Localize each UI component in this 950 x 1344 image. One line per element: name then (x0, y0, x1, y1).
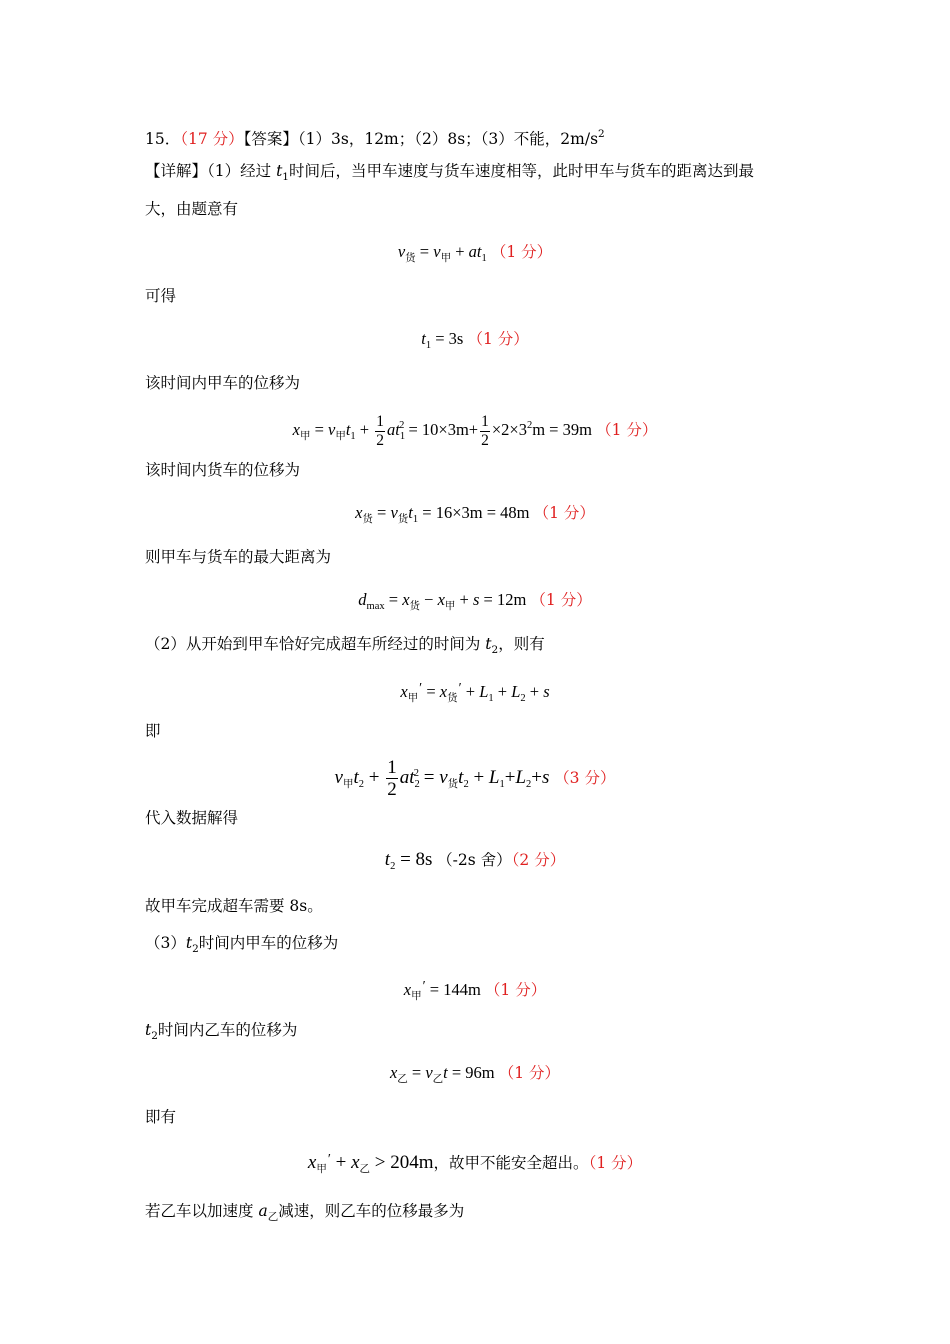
part2-text-b: ，则有 (498, 635, 545, 653)
equation-score: （1 分） (484, 981, 547, 999)
equation-huo-displacement: $x_货 = v_货t_1 = 16\times 3m = 48m$ （1 分） (355, 503, 595, 525)
part3-var: t (185, 934, 193, 952)
equation-score: （1 分） (530, 591, 592, 609)
equation-t1: $t_1 = 3s$ （1 分） (421, 329, 529, 351)
equation-score: （1 分） (588, 1154, 643, 1172)
equation-jia-displacement-2: $x_甲' = 144m$ （1 分） (403, 979, 547, 1002)
equation-score: （1 分） (596, 421, 658, 439)
equation-max-distance: $d_{max} = x_货 - x_甲 + s = 12m$ （1 分） (358, 590, 592, 612)
part2-var-sub: 2 (491, 644, 499, 656)
equation-numeric2: ×2×3 (491, 420, 527, 439)
last-text-b: 减速，则乙车的位移最多为 (278, 1202, 465, 1220)
equation-t1-rhs: = 3s (435, 329, 464, 348)
equation-score: （1 分） (467, 330, 529, 348)
equation-numeric: = 10×3m+ (408, 420, 479, 439)
equation-inequality: $x_甲' + x_乙 > 204m$，故甲不能安全超出。（1 分） (307, 1152, 643, 1175)
detail-var: t (276, 162, 283, 180)
answer-superscript: 2 (598, 128, 605, 140)
equation-score: （3 分） (554, 769, 616, 787)
yi-var: t (145, 1021, 152, 1039)
equation-t2: $t_2 = 8s$ （-2s 舍）（2 分） (384, 849, 566, 872)
equation-jia-displacement: $x_甲 = v_甲t_1$ + $\frac{1}{2}$ $at_1^2 = 10\times 3m+$ $\frac{1}{2}$ $\times 2\times 3^2m = 39m$ （1 分） (292, 413, 658, 449)
equation-overtake-condition: $x_甲' = x_货' + L_1 + L_2 + s$ (400, 681, 550, 704)
last-text-a: 若乙车以加速度 (145, 1202, 259, 1220)
equation-score: （1 分） (533, 504, 595, 522)
part3-var-sub: 2 (192, 943, 199, 955)
question-header (145, 122, 605, 151)
equation-note: （-2s 舍） (437, 851, 512, 869)
yi-var-sub: 2 (151, 1030, 158, 1042)
detail-label: 【详解】 (145, 162, 208, 180)
detail-paragraph-line2: 大，由题意有 (145, 200, 239, 218)
part3-text-b: 时间内甲车的位移为 (198, 934, 339, 952)
question-number: 15． (145, 130, 181, 148)
detail-text-a: （1）经过 (207, 162, 277, 180)
last-var-sub: 乙 (267, 1211, 279, 1223)
part2-text (145, 632, 545, 662)
text-max-distance: 则甲车与货车的最大距离为 (145, 548, 332, 566)
part2-var: t (485, 635, 492, 653)
equation-rhs: > 204m (374, 1152, 434, 1173)
part3-text (145, 931, 338, 961)
equation-t2-rhs: = 8s (400, 849, 433, 870)
text-jiyou: 即有 (145, 1108, 177, 1126)
last-var: a (258, 1202, 268, 1220)
text-substitute: 代入数据解得 (145, 809, 239, 827)
text-kede: 可得 (145, 287, 177, 305)
equation-score: （1 分） (498, 1064, 561, 1082)
answer-label: 【答案】 (243, 130, 298, 148)
equation-tail: = 12m (483, 590, 527, 609)
detail-text-b: 时间后，当甲车速度与货车速度相等，此时甲车与货车的距离达到最 (288, 162, 754, 180)
text-last (145, 1199, 464, 1229)
part2-text-a: （2）从开始到甲车恰好完成超车所经过的时间为 (145, 635, 486, 653)
equation-score: （1 分） (490, 243, 553, 261)
detail-var-sub: 1 (282, 171, 289, 183)
part3-text-a: （3） (145, 934, 186, 952)
equation-rhs: = 144m (429, 980, 481, 999)
equation-tail: m = 39m (532, 420, 592, 439)
text-jia-displacement: 该时间内甲车的位移为 (145, 374, 301, 392)
equation-score: （2 分） (511, 851, 566, 869)
answer-text: （1）3s，12m；（2）8s；（3）不能，2m/s (297, 130, 599, 148)
question-points: （17 分） (180, 130, 244, 148)
text-ji: 即 (145, 722, 161, 740)
equation-velocity: $v_货 = v_甲 + at_1$ （1 分） (397, 242, 553, 264)
equation-overtake-time: $v_甲t_2$ + $\frac{1}{2}$ $at_2^2 = v_货t_2 + L_1+L_2+s$ （3 分） (334, 757, 616, 801)
equation-note: ，故甲不能安全超出。 (433, 1154, 589, 1172)
yi-text-b: 时间内乙车的位移为 (157, 1021, 298, 1039)
text-conclusion: 故甲车完成超车需要 8s。 (145, 897, 323, 915)
equation-yi-displacement: $x_乙 = v_乙t = 96m$ （1 分） (389, 1063, 561, 1085)
equation-tail: = 16×3m = 48m (422, 503, 530, 522)
equation-rhs: = 96m (451, 1063, 495, 1082)
text-yi-displacement (145, 1018, 297, 1048)
text-huo-displacement: 该时间内货车的位移为 (145, 461, 301, 479)
detail-paragraph-line1 (145, 159, 754, 189)
